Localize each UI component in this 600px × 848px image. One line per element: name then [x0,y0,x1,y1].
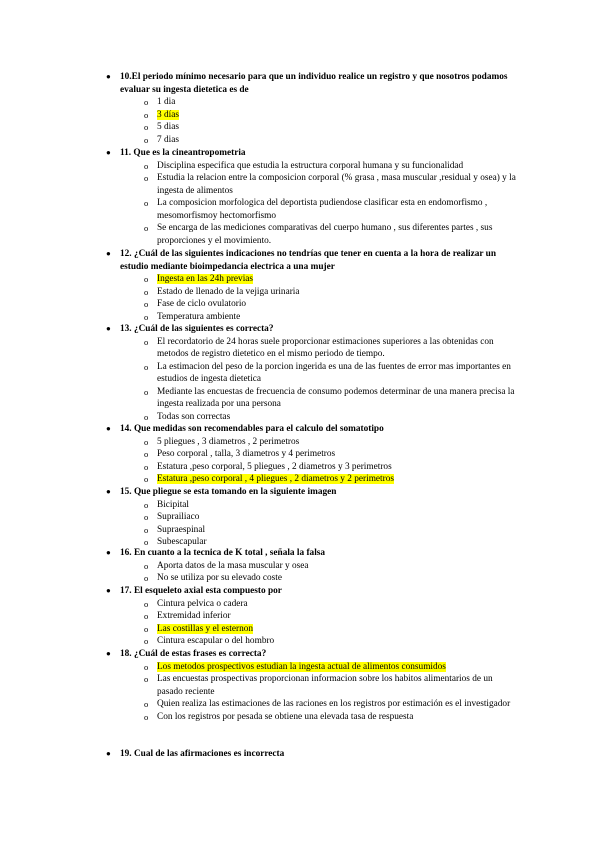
option-marker-icon: o [144,560,149,571]
option-text: 1 dia [157,97,176,107]
option-marker-icon: o [144,122,149,132]
option-marker-icon: o [144,198,149,208]
option-marker-icon: o [144,573,149,583]
answer-option [106,473,516,486]
bullet-icon: ● [106,424,111,433]
option-marker-icon: o [144,512,149,522]
answer-option [106,411,516,424]
question-item [106,147,516,247]
question-label: 14. Que medidas son recomendables para el calculo del somatotipo [120,424,384,434]
option-marker-icon: o [144,134,149,145]
option-text: Con los registros por pesada se obtiene una elevada tasa de respuesta [157,711,414,722]
answer-option [106,96,516,109]
answer-option [106,298,516,311]
option-text: Disciplina especifica que estudia la estructura corporal humana y su funcionalidad [157,160,464,171]
answer-option [106,560,516,573]
answer-option [106,499,516,512]
answer-option [106,386,516,411]
option-marker-icon: o [144,160,149,171]
option-text: 5 dias [157,122,179,132]
question-text [106,248,516,273]
bullet-icon: ● [106,586,111,595]
question-text [106,323,516,336]
answer-option [106,336,516,361]
question-text [106,585,516,598]
option-marker-icon: o [144,109,149,120]
option-marker-icon: o [144,286,149,297]
question-item [106,323,516,423]
question-item [106,648,516,723]
option-text: Extremidad inferior [157,611,231,621]
answer-option [106,572,516,585]
option-marker-icon: o [144,336,149,347]
option-marker-icon: o [144,623,149,634]
option-text: Quien realiza las estimaciones de las raciones en los registros por estimación es el investigador [157,699,511,709]
option-marker-icon: o [144,461,149,472]
answer-option [106,623,516,636]
question-label: 16. En cuanto a la tecnica de K total , señala la falsa [120,548,326,558]
answer-option [106,511,516,524]
option-marker-icon: o [144,611,149,621]
option-text: Mediante las encuestas de frecuencia de consumo podemos determinar de una manera precisa la ingesta realizada por una persona [157,386,515,409]
question-label: 19. Cual de las afirmaciones es incorrecta [120,749,285,759]
answer-option [106,436,516,449]
highlighted-answer-text: Las costillas y el esternon [157,623,254,634]
answer-option [106,635,516,648]
option-text: Peso corporal , talla, 3 diametros y 4 perimetros [157,449,336,459]
question-item [106,547,516,585]
question-item [106,71,516,146]
option-text: Todas son correctas [157,411,231,422]
answer-option [106,222,516,247]
question-label: 12. ¿Cuál de las siguientes indicaciones no tendrías que tener en cuenta a la hora de realizar un estudio mediante bioimpedancia electrica a una mujer [120,249,497,272]
option-text: No se utiliza por su elevado coste [157,573,282,583]
option-text: Bicipital [157,499,190,510]
answer-option [106,172,516,197]
option-marker-icon: o [144,499,149,510]
question-text [106,147,516,160]
option-marker-icon: o [144,524,149,535]
option-text: Se encarga de las mediciones comparativas del cuerpo humano , sus diferentes partes , sus proporciones y el movimiento. [157,223,493,246]
question-text [106,547,516,560]
option-marker-icon: o [144,537,149,547]
question-item [106,248,516,323]
question-text [106,71,516,96]
question-item [106,486,516,549]
answer-option [106,524,516,537]
question-label: 15. Que pliegue se esta tomando en la siguiente imagen [120,487,337,497]
answer-option [106,598,516,611]
option-marker-icon: o [144,674,149,684]
bullet-icon: ● [106,487,111,496]
answer-option [106,121,516,134]
option-text: Estudia la relacion entre la composicion corporal (% grasa , masa muscular ,residual y osea) y la ingesta de alimentos [157,173,516,196]
option-marker-icon: o [144,361,149,372]
option-text: Suprailiaco [157,512,200,522]
question-item [106,748,516,761]
option-marker-icon: o [144,299,149,309]
option-text: Estado de llenado de la vejiga urinaria [157,286,300,297]
question-label: 13. ¿Cuál de las siguientes es correcta? [120,324,274,334]
option-text: La estimacion del peso de la porcion ingerida es una de las fuentes de error mas importantes en estudios de ingesta dietetica [157,361,511,384]
bullet-icon: ● [106,324,111,333]
answer-option [106,109,516,122]
question-text [106,648,516,661]
option-marker-icon: o [144,97,149,107]
option-text: Las encuestas prospectivas proporcionan informacion sobre los habitos alimentarios de un pasado reciente [157,674,493,697]
highlighted-answer-text: Estatura ,peso corporal , 4 pliegues , 2 diametros y 2 perimetros [157,474,395,484]
answer-option [106,448,516,461]
answer-option [106,461,516,474]
option-marker-icon: o [144,661,149,672]
question-label: 10.El periodo mínimo necesario para que un individuo realice un registro y que nosotros podamos evaluar su ingesta dietetica es de [120,72,508,95]
answer-option [106,361,516,386]
answer-option [106,197,516,222]
option-text: Temperatura ambiente [157,311,241,322]
question-text [106,486,516,499]
option-marker-icon: o [144,274,149,284]
bullet-icon: ● [106,249,111,258]
option-text: Cintura escapular o del hombro [157,636,275,646]
answer-option [106,134,516,147]
option-text: Subescapular [157,537,207,547]
bullet-icon: ● [106,72,111,81]
option-marker-icon: o [144,173,149,183]
highlighted-answer-text: 3 días [157,109,179,120]
option-text: La composicion morfologica del deportista pudiendose clasificar esta en endomorfismo , mesomorfismoy hectomorfismo [157,198,488,221]
bullet-icon: ● [106,148,111,157]
question-label: 11. Que es la cineantropometria [120,148,246,158]
option-marker-icon: o [144,436,149,447]
option-marker-icon: o [144,711,149,722]
option-text: 5 pliegues , 3 diametros , 2 perimetros [157,436,300,447]
option-marker-icon: o [144,311,149,322]
option-text: Estatura ,peso corporal, 5 pliegues , 2 diametros y 3 perimetros [157,461,392,472]
bullet-icon: ● [106,649,111,658]
option-text: El recordatorio de 24 horas suele proporcionar estimaciones superiores a las obtenidas con metodos de registro dietetico en el mismo periodo de tiempo. [157,336,494,359]
answer-option [106,286,516,299]
option-marker-icon: o [144,223,149,233]
question-item [106,423,516,486]
option-marker-icon: o [144,598,149,609]
answer-option [106,673,516,698]
question-text [106,423,516,436]
highlighted-answer-text: Los metodos prospectivos estudian la ingesta actual de alimentos consumidos [157,661,446,672]
option-text: Supraespinal [157,524,206,535]
question-item [106,585,516,648]
answer-option [106,273,516,286]
question-label: 17. El esqueleto axial esta compuesto por [120,586,282,596]
option-marker-icon: o [144,474,149,484]
option-marker-icon: o [144,449,149,459]
answer-option [106,610,516,623]
option-marker-icon: o [144,636,149,646]
answer-option [106,711,516,724]
bullet-icon: ● [106,548,111,557]
option-text: Cintura pelvica o cadera [157,598,248,609]
bullet-icon: ● [106,749,111,758]
answer-option [106,661,516,674]
answer-option [106,160,516,173]
question-label: 18. ¿Cuál de estas frases es correcta? [120,649,267,659]
option-marker-icon: o [144,411,149,422]
option-text: Aporta datos de la masa muscular y osea [157,560,309,571]
option-text: 7 dias [157,134,179,145]
option-text: Fase de ciclo ovulatorio [157,299,247,309]
answer-option [106,311,516,324]
highlighted-answer-text: Ingesta en las 24h previas [157,274,254,284]
question-text [106,748,516,761]
option-marker-icon: o [144,699,149,709]
option-marker-icon: o [144,386,149,397]
answer-option [106,698,516,711]
